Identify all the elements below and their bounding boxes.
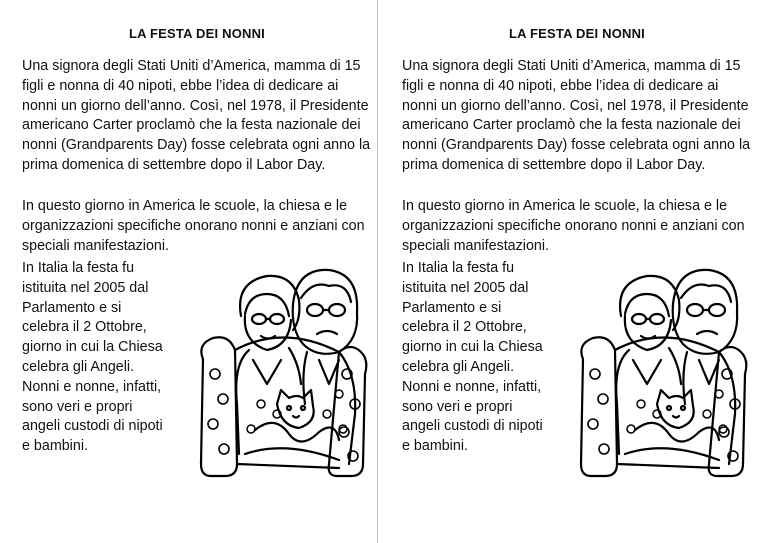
paragraph-intro: Una signora degli Stati Uniti d’America, mamma di 15 figli e nonna di 40 nipoti, ebbe l’idea di dedicare ai nonni un giorno dell’anno. Così, nel 1978, il Presidente americano Carter proclamò che la festa nazionale dei nonni (Grandparents Day) fosse celebrata ogni anno la prima domenica di settembre dopo il Labor Day. — [22, 58, 371, 173]
paragraph-italia: In Italia la festa fu istituita nel 2005 dal Parlamento e si celebra il 2 Ottobre, giorno in cui la Chiesa celebra gli Angeli. Nonni e nonne, infatti, sono veri e propri angeli custodi di nipoti e bambini. — [402, 260, 543, 455]
page-divider — [377, 0, 378, 543]
page-title: LA FESTA DEI NONNI — [508, 26, 645, 41]
grandparents-illustration — [569, 264, 755, 486]
paragraph-america: In questo giorno in America le scuole, la chiesa e le organizzazioni specifiche onorano nonni e anziani con speciali manifestazioni. — [402, 198, 745, 254]
grandparents-illustration — [189, 264, 375, 486]
paragraph-america: In questo giorno in America le scuole, la chiesa e le organizzazioni specifiche onorano nonni e anziani con speciali manifestazioni. — [22, 198, 365, 254]
page-title: LA FESTA DEI NONNI — [128, 26, 265, 41]
paragraph-italia: In Italia la festa fu istituita nel 2005 dal Parlamento e si celebra il 2 Ottobre, giorno in cui la Chiesa celebra gli Angeli. Nonni e nonne, infatti, sono veri e propri angeli custodi di nipoti e bambini. — [22, 260, 163, 455]
paragraph-intro: Una signora degli Stati Uniti d’America, mamma di 15 figli e nonna di 40 nipoti, ebbe l’idea di dedicare ai nonni un giorno dell’anno. Così, nel 1978, il Presidente americano Carter proclamò che la festa nazionale dei nonni (Grandparents Day) fosse celebrata ogni anno la prima domenica di settembre dopo il Labor Day. — [402, 58, 751, 173]
page-left — [22, 0, 372, 543]
page-right — [402, 0, 752, 543]
